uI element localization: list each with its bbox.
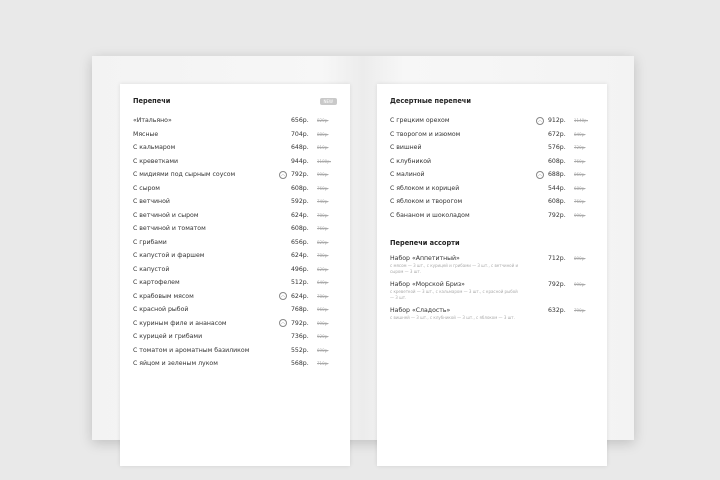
item-price: 944р. <box>291 157 309 165</box>
item-name: С вишней <box>390 144 422 152</box>
menu-item-row <box>133 182 337 196</box>
menu-item-row <box>133 330 337 344</box>
menu-item-row <box>133 195 337 209</box>
item-old-price: 760р. <box>574 199 586 205</box>
menu-item-row <box>133 303 337 317</box>
menu-item-row <box>390 209 594 223</box>
right-menu-sheet <box>377 84 607 466</box>
spicy-icon: ◠ <box>536 117 544 125</box>
menu-item-row <box>133 168 337 182</box>
set-old-price: 790р. <box>574 308 586 314</box>
item-name: С бананом и шоколадом <box>390 211 470 219</box>
item-name: С ветчиной и томатом <box>133 225 206 233</box>
item-price: 792р. <box>291 171 309 179</box>
menu-item-row <box>390 182 594 196</box>
item-price: 656р. <box>291 117 309 125</box>
menu-item-row <box>133 114 337 128</box>
set-old-price: 890р. <box>574 256 586 261</box>
item-price: 496р. <box>291 265 309 273</box>
item-old-price: 840р. <box>574 131 586 137</box>
left-page <box>92 56 363 440</box>
item-price: 512р. <box>291 279 309 287</box>
set-old-price: 990р. <box>574 282 586 288</box>
spicy-icon: ◠ <box>279 319 287 327</box>
item-name: С креветками <box>133 157 179 165</box>
item-old-price: 720р. <box>574 145 586 151</box>
item-name: С творогом и изюмом <box>390 130 461 138</box>
item-old-price: 990р. <box>317 172 329 178</box>
menu-item-row <box>133 249 337 263</box>
item-price: 608р. <box>548 157 566 165</box>
menu-item-row <box>133 317 337 331</box>
section-title-assorti <box>390 238 594 248</box>
section-title-text: Перепечи ассорти <box>390 239 460 247</box>
item-price: 568р. <box>291 360 309 368</box>
item-price: 656р. <box>291 238 309 246</box>
spicy-icon: ◠ <box>279 292 287 300</box>
item-old-price: 710р. <box>317 361 329 367</box>
item-price: 624р. <box>291 292 309 300</box>
item-old-price: 1180р. <box>317 158 331 164</box>
item-old-price: 860р. <box>574 172 586 178</box>
set-name: Набор «Аппетитный» <box>390 255 460 262</box>
item-price: 792р. <box>291 319 309 327</box>
menu-item-row <box>390 168 594 182</box>
item-name: С капустой <box>133 265 170 273</box>
section-title-perepechi <box>133 96 337 106</box>
menu-booklet <box>92 56 634 440</box>
item-name: «Итальяно» <box>133 117 172 125</box>
menu-item-row <box>133 276 337 290</box>
item-name: С кальмаром <box>133 144 176 152</box>
item-name: С грецким орехом <box>390 117 450 125</box>
left-item-list <box>133 114 337 371</box>
menu-item-row <box>390 128 594 142</box>
spicy-icon: ◠ <box>536 171 544 179</box>
item-old-price: 920р. <box>317 334 329 340</box>
item-name: С курицей и грибами <box>133 333 203 341</box>
item-name: С яблоком и корицей <box>390 184 460 192</box>
item-old-price: 780р. <box>317 212 329 218</box>
item-old-price: 760р. <box>574 158 586 164</box>
item-old-price: 960р. <box>317 307 329 313</box>
set-name: Набор «Морской Бриз» <box>390 281 465 289</box>
item-price: 592р. <box>291 198 309 206</box>
item-old-price: 780р. <box>317 293 329 299</box>
set-price: 792р. <box>548 281 566 289</box>
section-title-text: Перепечи <box>133 97 171 105</box>
item-old-price: 760р. <box>317 226 329 232</box>
section-title-dessert <box>390 96 594 106</box>
item-name: С грибами <box>133 238 167 246</box>
menu-item-row <box>390 141 594 155</box>
left-menu-sheet <box>120 84 350 466</box>
section-title-text: Десертные перепечи <box>390 97 471 105</box>
menu-item-row <box>133 344 337 358</box>
item-price: 688р. <box>548 171 566 179</box>
item-name: С крабовым мясом <box>133 292 194 300</box>
item-price: 704р. <box>291 130 309 138</box>
menu-item-row <box>133 357 337 371</box>
item-price: 736р. <box>291 333 309 341</box>
item-price: 624р. <box>291 252 309 260</box>
menu-item-row <box>390 114 594 128</box>
set-price: 712р. <box>548 255 566 262</box>
item-price: 608р. <box>291 225 309 233</box>
item-name: Мясные <box>133 130 159 138</box>
item-old-price: 760р. <box>317 185 329 191</box>
item-price: 792р. <box>548 211 566 219</box>
set-description: с креветкой — 3 шт., с кальмаром — 3 шт., с красной рыбой — 3 шт. <box>390 289 518 300</box>
item-price: 576р. <box>548 144 566 152</box>
item-name: С ветчиной и сыром <box>133 211 199 219</box>
item-price: 768р. <box>291 306 309 314</box>
item-old-price: 640р. <box>317 280 329 286</box>
spicy-icon: ◠ <box>279 171 287 179</box>
item-price: 912р. <box>548 117 566 125</box>
item-price: 648р. <box>291 144 309 152</box>
menu-item-row <box>133 128 337 142</box>
item-name: С картофелем <box>133 279 180 287</box>
item-old-price: 680р. <box>574 185 586 191</box>
item-old-price: 880р. <box>317 131 329 137</box>
menu-item-row <box>133 222 337 236</box>
item-old-price: 810р. <box>317 145 329 151</box>
menu-item-row <box>133 141 337 155</box>
item-name: С капустой и фаршем <box>133 252 205 260</box>
set-row <box>390 306 594 315</box>
item-old-price: 620р. <box>317 266 329 272</box>
set-price: 632р. <box>548 307 566 315</box>
item-old-price: 1140р. <box>574 118 588 124</box>
sets-list <box>390 254 594 321</box>
set-row <box>390 254 594 263</box>
item-price: 544р. <box>548 184 566 192</box>
set-description: с мясом — 3 шт., с курицей и грибами — 3 шт., с ветчиной и сыром — 3 шт. <box>390 263 519 274</box>
menu-item-row <box>133 209 337 223</box>
menu-item-row <box>133 236 337 250</box>
menu-item-row <box>390 155 594 169</box>
set-name: Набор «Сладость» <box>390 307 451 315</box>
item-price: 552р. <box>291 346 309 354</box>
item-name: С малиной <box>390 171 425 179</box>
item-price: 672р. <box>548 130 566 138</box>
menu-item-row <box>133 290 337 304</box>
item-price: 608р. <box>291 184 309 192</box>
item-name: С яйцом и зеленым луком <box>133 360 218 368</box>
item-name: С красной рыбой <box>133 306 189 314</box>
item-old-price: 820р. <box>317 239 329 245</box>
item-old-price: 690р. <box>317 347 329 353</box>
item-name: С мидиями под сырным соусом <box>133 171 236 179</box>
item-old-price: 740р. <box>317 199 329 205</box>
item-old-price: 820р. <box>317 118 329 124</box>
menu-item-row <box>133 263 337 277</box>
menu-item-row <box>133 155 337 169</box>
new-badge: NEW <box>320 98 337 105</box>
right-item-list <box>390 114 594 222</box>
item-old-price: 990р. <box>317 320 329 326</box>
item-name: С куриным филе и ананасом <box>133 319 227 327</box>
item-name: С клубникой <box>390 157 432 165</box>
item-old-price: 780р. <box>317 253 329 259</box>
set-row <box>390 280 594 289</box>
item-name: С сыром <box>133 184 160 192</box>
item-old-price: 990р. <box>574 212 586 218</box>
menu-item-row <box>390 195 594 209</box>
item-price: 608р. <box>548 198 566 206</box>
item-name: С яблоком и творогом <box>390 198 463 206</box>
right-page <box>363 56 634 440</box>
item-name: С томатом и ароматным базиликом <box>133 346 250 354</box>
item-name: С ветчиной <box>133 198 170 206</box>
item-price: 624р. <box>291 211 309 219</box>
set-description: с вишней — 3 шт., с клубникой — 3 шт., с яблоком — 3 шт. <box>390 315 515 321</box>
